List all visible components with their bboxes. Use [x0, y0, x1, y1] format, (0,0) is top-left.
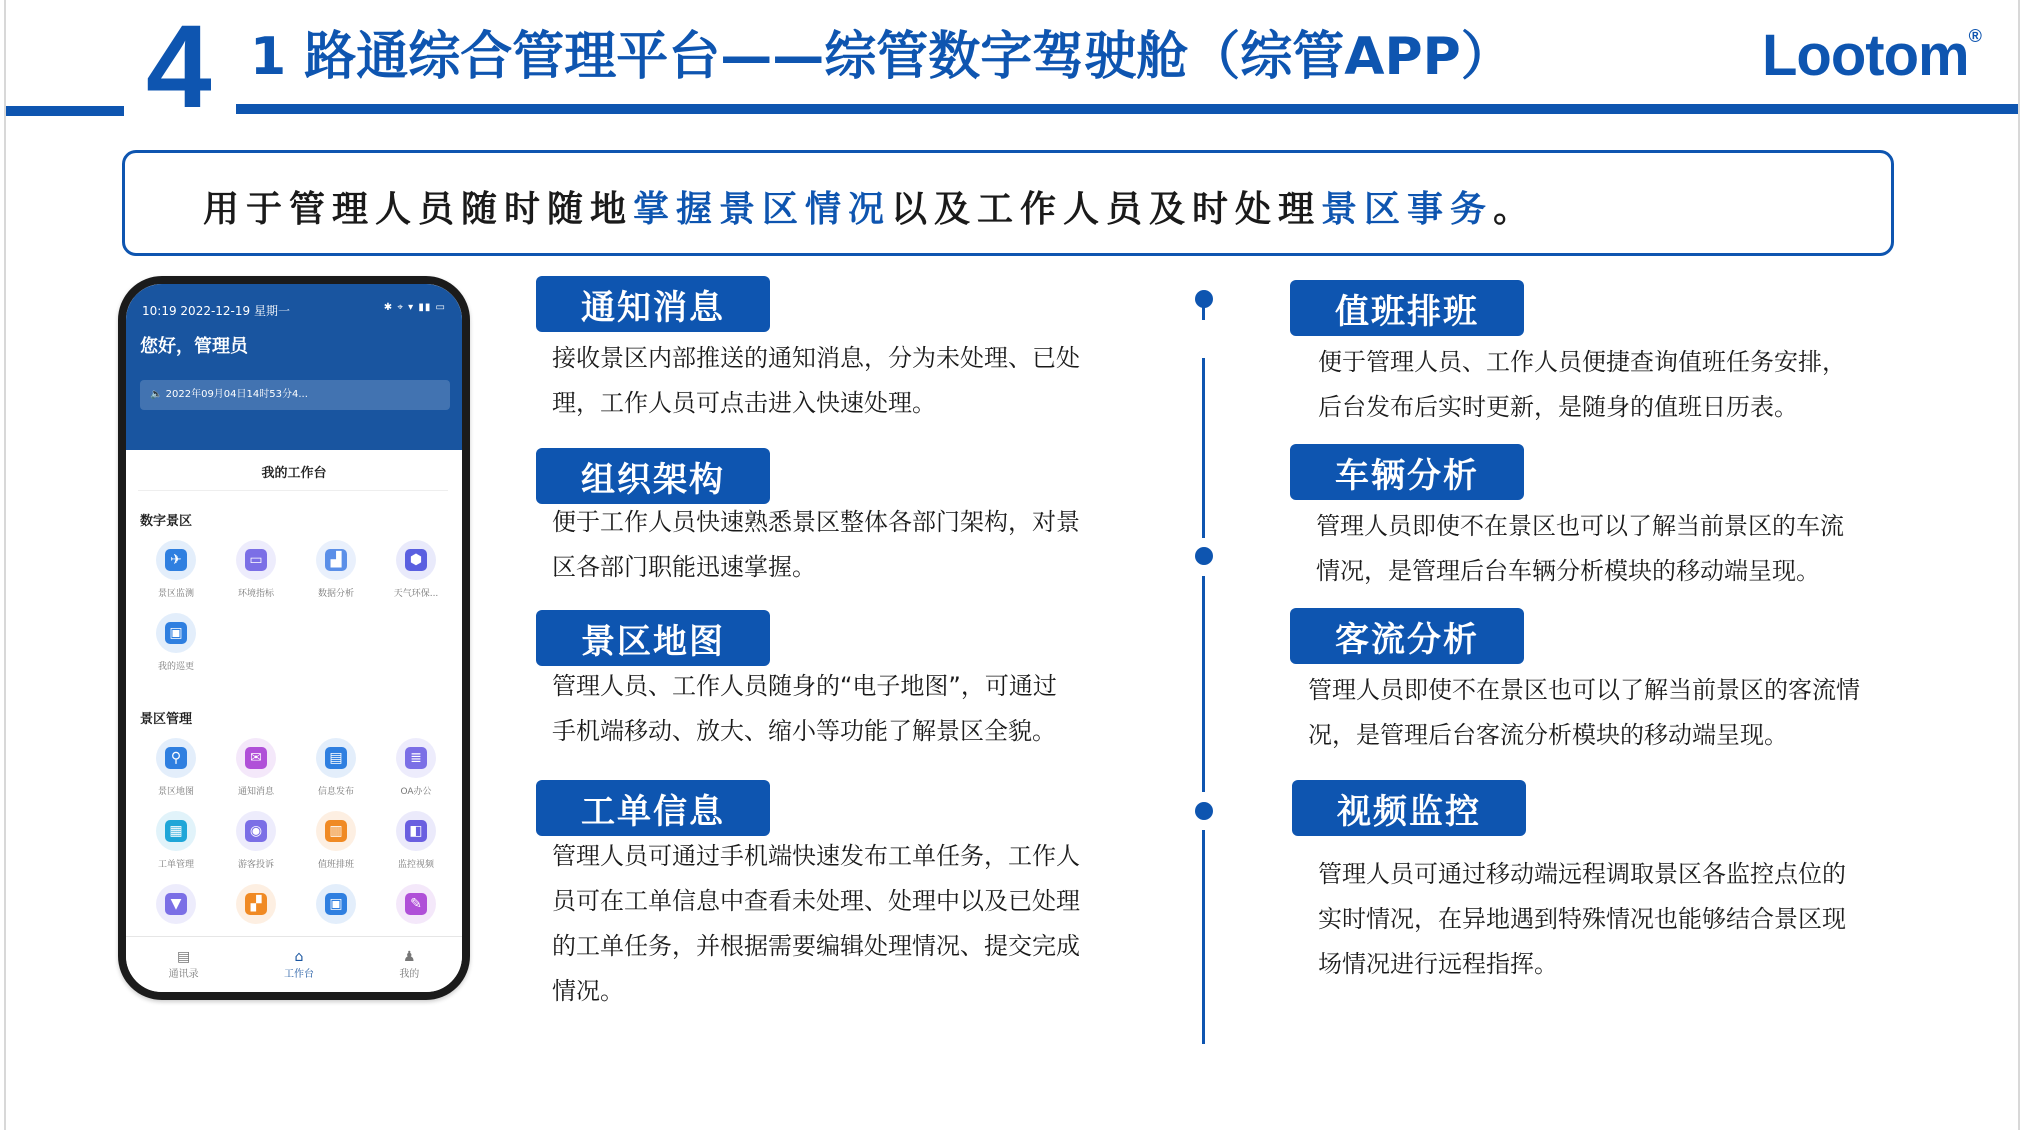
chart-icon: [316, 540, 356, 580]
desc-line: 理，工作人员可点击进入快速处理。: [552, 389, 936, 417]
phone-mockup: [118, 276, 470, 1000]
app-circle[interactable]: [216, 811, 296, 870]
left-edge-line: [4, 0, 6, 1130]
app-label: 天气环保...: [393, 589, 439, 599]
feature-desc-duty-schedule: [1318, 340, 1846, 430]
tab-icon: ♟: [403, 949, 416, 965]
timeline-dot: [1195, 547, 1213, 565]
desc-line: 员可在工单信息中查看未处理、处理中以及已处理: [552, 887, 1080, 915]
notice-bar[interactable]: 🔈 2022年09月04日14时53分4...: [140, 380, 450, 410]
phone-clock: 10:19: [142, 304, 177, 318]
publish-icon: [316, 738, 356, 778]
app-label: 值班排班: [317, 860, 354, 870]
icon-glyph: ≣: [405, 747, 427, 769]
phone-tab-bar: [126, 936, 462, 992]
icon-glyph: ◉: [245, 820, 267, 842]
feature-desc-work-orders: [552, 834, 1080, 1014]
feature-title-scenic-map: 景区地图: [536, 610, 770, 666]
tab-icon: ▤: [177, 949, 191, 965]
app-shield[interactable]: [376, 540, 456, 599]
app-label: 通知消息: [237, 787, 274, 797]
summary-part3: 。: [1493, 189, 1537, 230]
feature-title-video-monitoring: 视频监控: [1292, 780, 1526, 836]
slide-header: [0, 0, 2024, 133]
section-scenic-management: 景区管理: [140, 712, 193, 727]
icon-glyph: ▣: [325, 893, 347, 915]
feature-title-notifications: 通知消息: [536, 276, 770, 332]
icon-glyph: ⬢: [405, 549, 427, 571]
icon-glyph: ▭: [245, 549, 267, 571]
app-label: 我的巡更: [157, 662, 194, 672]
app-screen[interactable]: [136, 613, 216, 672]
app-label: 工单管理: [157, 860, 194, 870]
greeting-text: 您好，管理员: [140, 336, 248, 357]
feature-desc-notifications: [552, 336, 1080, 426]
summary-highlight1: 掌握景区情况: [633, 189, 892, 230]
app-plane[interactable]: [136, 540, 216, 599]
desc-line: 便于工作人员快速熟悉景区整体各部门架构，对景: [552, 508, 1080, 536]
app-edit[interactable]: [376, 884, 456, 930]
app-camera[interactable]: [376, 811, 456, 870]
lootom-logo: [1762, 22, 1981, 89]
phone-divider: [138, 490, 448, 491]
app-label: OA办公: [400, 787, 432, 797]
app-label: 信息发布: [317, 787, 354, 797]
digital-scenic-grid: [136, 540, 456, 672]
app-calendar[interactable]: [296, 811, 376, 870]
app-label: 数据分析: [317, 589, 354, 599]
feature-title-org-structure: 组织架构: [536, 448, 770, 504]
plane-icon: [156, 540, 196, 580]
feature-desc-org-structure: [552, 500, 1080, 590]
icon-glyph: ▦: [165, 820, 187, 842]
scenic-management-grid: [136, 738, 456, 930]
phone-date: 2022-12-19 星期一: [180, 304, 290, 318]
logo-text: Lootom: [1762, 23, 1969, 88]
map-pin-icon: [156, 738, 196, 778]
app-doc[interactable]: [376, 738, 456, 797]
icon-glyph: ▤: [325, 747, 347, 769]
desc-line: 后台发布后实时更新，是随身的值班日历表。: [1318, 393, 1798, 421]
summary-text: [203, 181, 1536, 232]
feature-title-visitor-flow: 客流分析: [1290, 608, 1524, 664]
timeline-line: [1202, 302, 1205, 1044]
summary-banner: [122, 150, 1894, 256]
app-clipboard[interactable]: [136, 811, 216, 870]
app-monitor[interactable]: [216, 540, 296, 599]
timeline-dot: [1195, 802, 1213, 820]
app-chart[interactable]: [296, 540, 376, 599]
icon-glyph: ▥: [325, 820, 347, 842]
tab-label: 工作台: [283, 969, 314, 980]
tab-item[interactable]: [169, 949, 199, 980]
screen2-icon: [316, 884, 356, 924]
workbench-title: 我的工作台: [261, 466, 327, 481]
app-label: 景区地图: [157, 787, 194, 797]
icon-glyph: ▟: [325, 549, 347, 571]
status-icons: ✱ ⌖ ▾ ▮▮ ▭: [383, 302, 446, 313]
desc-line: 实时情况，在异地遇到特殊情况也能够结合景区现: [1318, 905, 1846, 933]
feature-desc-video-monitoring: [1318, 852, 1846, 987]
tab-label: 通讯录: [168, 969, 199, 980]
summary-part1: 用于管理人员随时随地: [203, 189, 634, 230]
desc-line: 场情况进行远程指挥。: [1318, 950, 1558, 978]
feature-title-vehicle-analysis: 车辆分析: [1290, 444, 1524, 500]
tab-label: 我的: [399, 969, 420, 980]
edit-icon: [396, 884, 436, 924]
header-rule-main: [236, 104, 2018, 114]
desc-line: 接收景区内部推送的通知消息，分为未处理、已处: [552, 344, 1080, 372]
desc-line: 管理人员即使不在景区也可以了解当前景区的客流情: [1308, 676, 1860, 704]
feature-desc-scenic-map: [552, 664, 1057, 754]
feature-title-duty-schedule: 值班排班: [1290, 280, 1524, 336]
timeline-dot: [1195, 290, 1213, 308]
desc-line: 况，是管理后台客流分析模块的移动端呈现。: [1308, 721, 1788, 749]
calendar-icon: [316, 811, 356, 851]
icon-glyph: ▼: [165, 893, 187, 915]
shield-icon: [396, 540, 436, 580]
desc-line: 管理人员可通过手机端快速发布工单任务，工作人: [552, 842, 1080, 870]
mail-icon: [236, 738, 276, 778]
desc-line: 便于管理人员、工作人员便捷查询值班任务安排，: [1318, 348, 1846, 376]
flashlight-icon: [156, 884, 196, 924]
app-map-pin[interactable]: [136, 738, 216, 797]
screen-icon: [156, 613, 196, 653]
phone-header: [126, 284, 462, 450]
desc-line: 情况，是管理后台车辆分析模块的移动端呈现。: [1316, 557, 1820, 585]
app-label: 监控视频: [397, 860, 434, 870]
feature-desc-visitor-flow: [1308, 668, 1860, 758]
phone-time: [142, 302, 290, 319]
desc-line: 区各部门职能迅速掌握。: [552, 553, 816, 581]
app-flashlight[interactable]: [136, 884, 216, 930]
camera-icon: [396, 811, 436, 851]
icon-glyph: ⚲: [165, 747, 187, 769]
registered-mark: ®: [1968, 26, 1981, 46]
icon-glyph: ✉: [245, 747, 267, 769]
app-label: 景区监测: [157, 589, 194, 599]
desc-line: 手机端移动、放大、缩小等功能了解景区全貌。: [552, 717, 1056, 745]
circle-icon: [236, 811, 276, 851]
desc-line: 的工单任务，并根据需要编辑处理情况、提交完成: [552, 932, 1080, 960]
tab-item[interactable]: [399, 949, 419, 980]
section-number: 4: [146, 1, 212, 133]
app-screen2[interactable]: [296, 884, 376, 930]
right-edge-line: [2018, 0, 2020, 1130]
app-label: 游客投诉: [237, 860, 274, 870]
desc-line: 管理人员即使不在景区也可以了解当前景区的车流: [1316, 512, 1844, 540]
icon-glyph: ✈: [165, 549, 187, 571]
icon-glyph: ◧: [405, 820, 427, 842]
tab-item[interactable]: [284, 949, 314, 980]
summary-highlight2: 景区事务: [1321, 189, 1494, 230]
desc-line: 情况。: [552, 977, 624, 1005]
desc-line: 管理人员、工作人员随身的“电子地图”，可通过: [552, 672, 1057, 700]
desc-line: 管理人员可通过移动端远程调取景区各监控点位的: [1318, 860, 1846, 888]
app-publish[interactable]: [296, 738, 376, 797]
org-icon: [236, 884, 276, 924]
icon-glyph: ▣: [165, 622, 187, 644]
timeline-gap: [1196, 320, 1211, 358]
app-org[interactable]: [216, 884, 296, 930]
section-digital-scenic: 数字景区: [140, 514, 193, 529]
app-label: 环境指标: [237, 589, 274, 599]
app-mail[interactable]: [216, 738, 296, 797]
header-rule-left: [6, 106, 124, 116]
monitor-icon: [236, 540, 276, 580]
summary-part2: 以及工作人员及时处理: [891, 189, 1322, 230]
doc-icon: [396, 738, 436, 778]
tab-icon: ⌂: [294, 949, 304, 965]
icon-glyph: ▞: [245, 893, 267, 915]
slide-title: 1 路通综合管理平台——综管数字驾驶舱（综管APP）: [250, 27, 1513, 87]
feature-desc-vehicle-analysis: [1316, 504, 1844, 594]
feature-title-work-orders: 工单信息: [536, 780, 770, 836]
clipboard-icon: [156, 811, 196, 851]
icon-glyph: ✎: [405, 893, 427, 915]
